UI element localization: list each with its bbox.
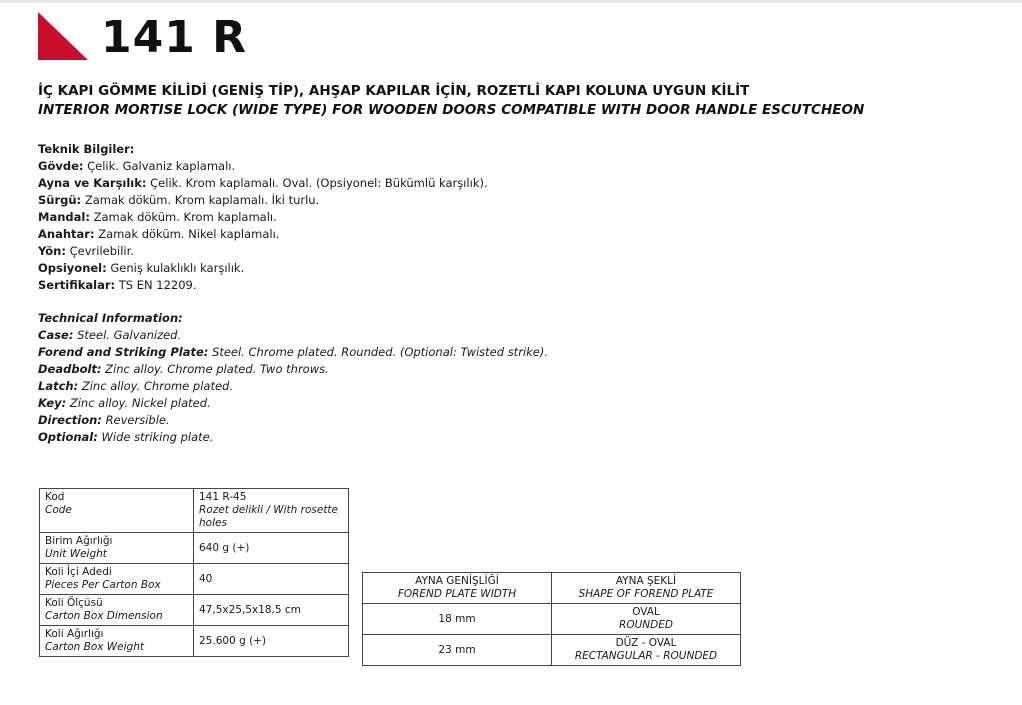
- table-header-row: [363, 573, 741, 604]
- spec-row: [38, 209, 488, 226]
- spec-row: [38, 361, 548, 378]
- product-title-tr: İÇ KAPI GÖMME KİLİDİ (GENİŞ TİP), AHŞAP KAPILAR İÇİN, ROZETLİ KAPI KOLUNA UYGUN KİLİT: [38, 83, 750, 99]
- table-header-cell: AYNA ŞEKLİ SHAPE OF FOREND PLATE: [552, 573, 741, 604]
- table-row: [40, 626, 349, 657]
- spec-value: Wide striking plate.: [101, 430, 214, 444]
- table-cell-value: 640 g (+): [194, 533, 349, 564]
- spec-label: Ayna ve Karşılık:: [38, 176, 147, 190]
- spec-label: Gövde:: [38, 159, 84, 173]
- spec-label: Yön:: [38, 244, 66, 258]
- spec-row: [38, 243, 488, 260]
- technical-specs-tr: [38, 141, 488, 294]
- table-cell-shape: OVAL ROUNDED: [552, 604, 741, 635]
- model-number: 141 R: [101, 12, 248, 63]
- spec-row: [38, 395, 548, 412]
- spec-value: TS EN 12209.: [118, 278, 197, 292]
- table-cell-width: 23 mm: [363, 635, 552, 666]
- spec-row: [38, 412, 548, 429]
- spec-row: [38, 175, 488, 192]
- spec-row: [38, 158, 488, 175]
- spec-row: [38, 260, 488, 277]
- specs-heading: Teknik Bilgiler:: [38, 142, 135, 156]
- spec-row: [38, 429, 548, 446]
- table-row: [40, 533, 349, 564]
- spec-label: Opsiyonel:: [38, 261, 107, 275]
- table-row: [40, 595, 349, 626]
- table-cell-value: 47,5x25,5x18,5 cm: [194, 595, 349, 626]
- spec-row: [38, 344, 548, 361]
- table-cell-value: 40: [194, 564, 349, 595]
- spec-value: Zamak döküm. Nikel kaplamalı.: [98, 227, 280, 241]
- spec-label: Direction:: [38, 413, 102, 427]
- spec-label: Deadbolt:: [38, 362, 102, 376]
- specs-heading: Technical Information:: [38, 311, 183, 325]
- spec-label: Optional:: [38, 430, 98, 444]
- spec-row: [38, 277, 488, 294]
- table-cell-label: Koli Ağırlığı Carton Box Weight: [40, 626, 194, 657]
- table-cell-label: Birim Ağırlığı Unit Weight: [40, 533, 194, 564]
- table-row: [40, 489, 349, 533]
- spec-label: Case:: [38, 328, 74, 342]
- spec-value: Reversible.: [105, 413, 170, 427]
- spec-value: Zamak döküm. Krom kaplamalı. İki turlu.: [84, 193, 320, 207]
- table-cell-label: Koli İçi Adedi Pieces Per Carton Box: [40, 564, 194, 595]
- spec-value: Çelik. Galvaniz kaplamalı.: [87, 159, 236, 173]
- spec-label: Mandal:: [38, 210, 90, 224]
- product-info-table: [39, 488, 349, 657]
- table-row: [40, 564, 349, 595]
- spec-value: Zinc alloy. Chrome plated. Two throws.: [105, 362, 329, 376]
- forend-plate-table: [362, 572, 741, 666]
- spec-row: [38, 327, 548, 344]
- table-header-cell: AYNA GENİŞLİĞİ FOREND PLATE WIDTH: [363, 573, 552, 604]
- table-cell-shape: DÜZ - OVAL RECTANGULAR - ROUNDED: [552, 635, 741, 666]
- spec-row: [38, 378, 548, 395]
- table-row: [363, 604, 741, 635]
- table-cell-value: 25.600 g (+): [194, 626, 349, 657]
- table-cell-label: Koli Ölçüsü Carton Box Dimension: [40, 595, 194, 626]
- spec-label: Sürgü:: [38, 193, 82, 207]
- spec-row: [38, 192, 488, 209]
- spec-label: Sertifikalar:: [38, 278, 116, 292]
- spec-value: Steel. Chrome plated. Rounded. (Optional: Twisted strike).: [212, 345, 548, 359]
- spec-value: Zinc alloy. Nickel plated.: [69, 396, 211, 410]
- spec-label: Forend and Striking Plate:: [38, 345, 209, 359]
- spec-label: Anahtar:: [38, 227, 95, 241]
- technical-specs-en: [38, 310, 548, 446]
- brand-triangle-logo: [38, 12, 88, 60]
- spec-value: Geniş kulaklıklı karşılık.: [110, 261, 245, 275]
- spec-value: Çelik. Krom kaplamalı. Oval. (Opsiyonel: Bükümlü karşılık).: [150, 176, 488, 190]
- spec-value: Çevrilebilir.: [69, 244, 134, 258]
- table-cell-value: 141 R-45 Rozet delikli / With rosette holes: [194, 489, 349, 533]
- spec-value: Zinc alloy. Chrome plated.: [81, 379, 233, 393]
- spec-value: Steel. Galvanized.: [77, 328, 182, 342]
- spec-value: Zamak döküm. Krom kaplamalı.: [93, 210, 277, 224]
- spec-row: [38, 226, 488, 243]
- table-cell-width: 18 mm: [363, 604, 552, 635]
- top-border: [0, 0, 1022, 3]
- product-title-en: INTERIOR MORTISE LOCK (WIDE TYPE) FOR WOODEN DOORS COMPATIBLE WITH DOOR HANDLE ESCUTCHEON: [38, 102, 865, 118]
- table-cell-label: Kod Code: [40, 489, 194, 533]
- spec-label: Key:: [38, 396, 67, 410]
- spec-label: Latch:: [38, 379, 79, 393]
- table-row: [363, 635, 741, 666]
